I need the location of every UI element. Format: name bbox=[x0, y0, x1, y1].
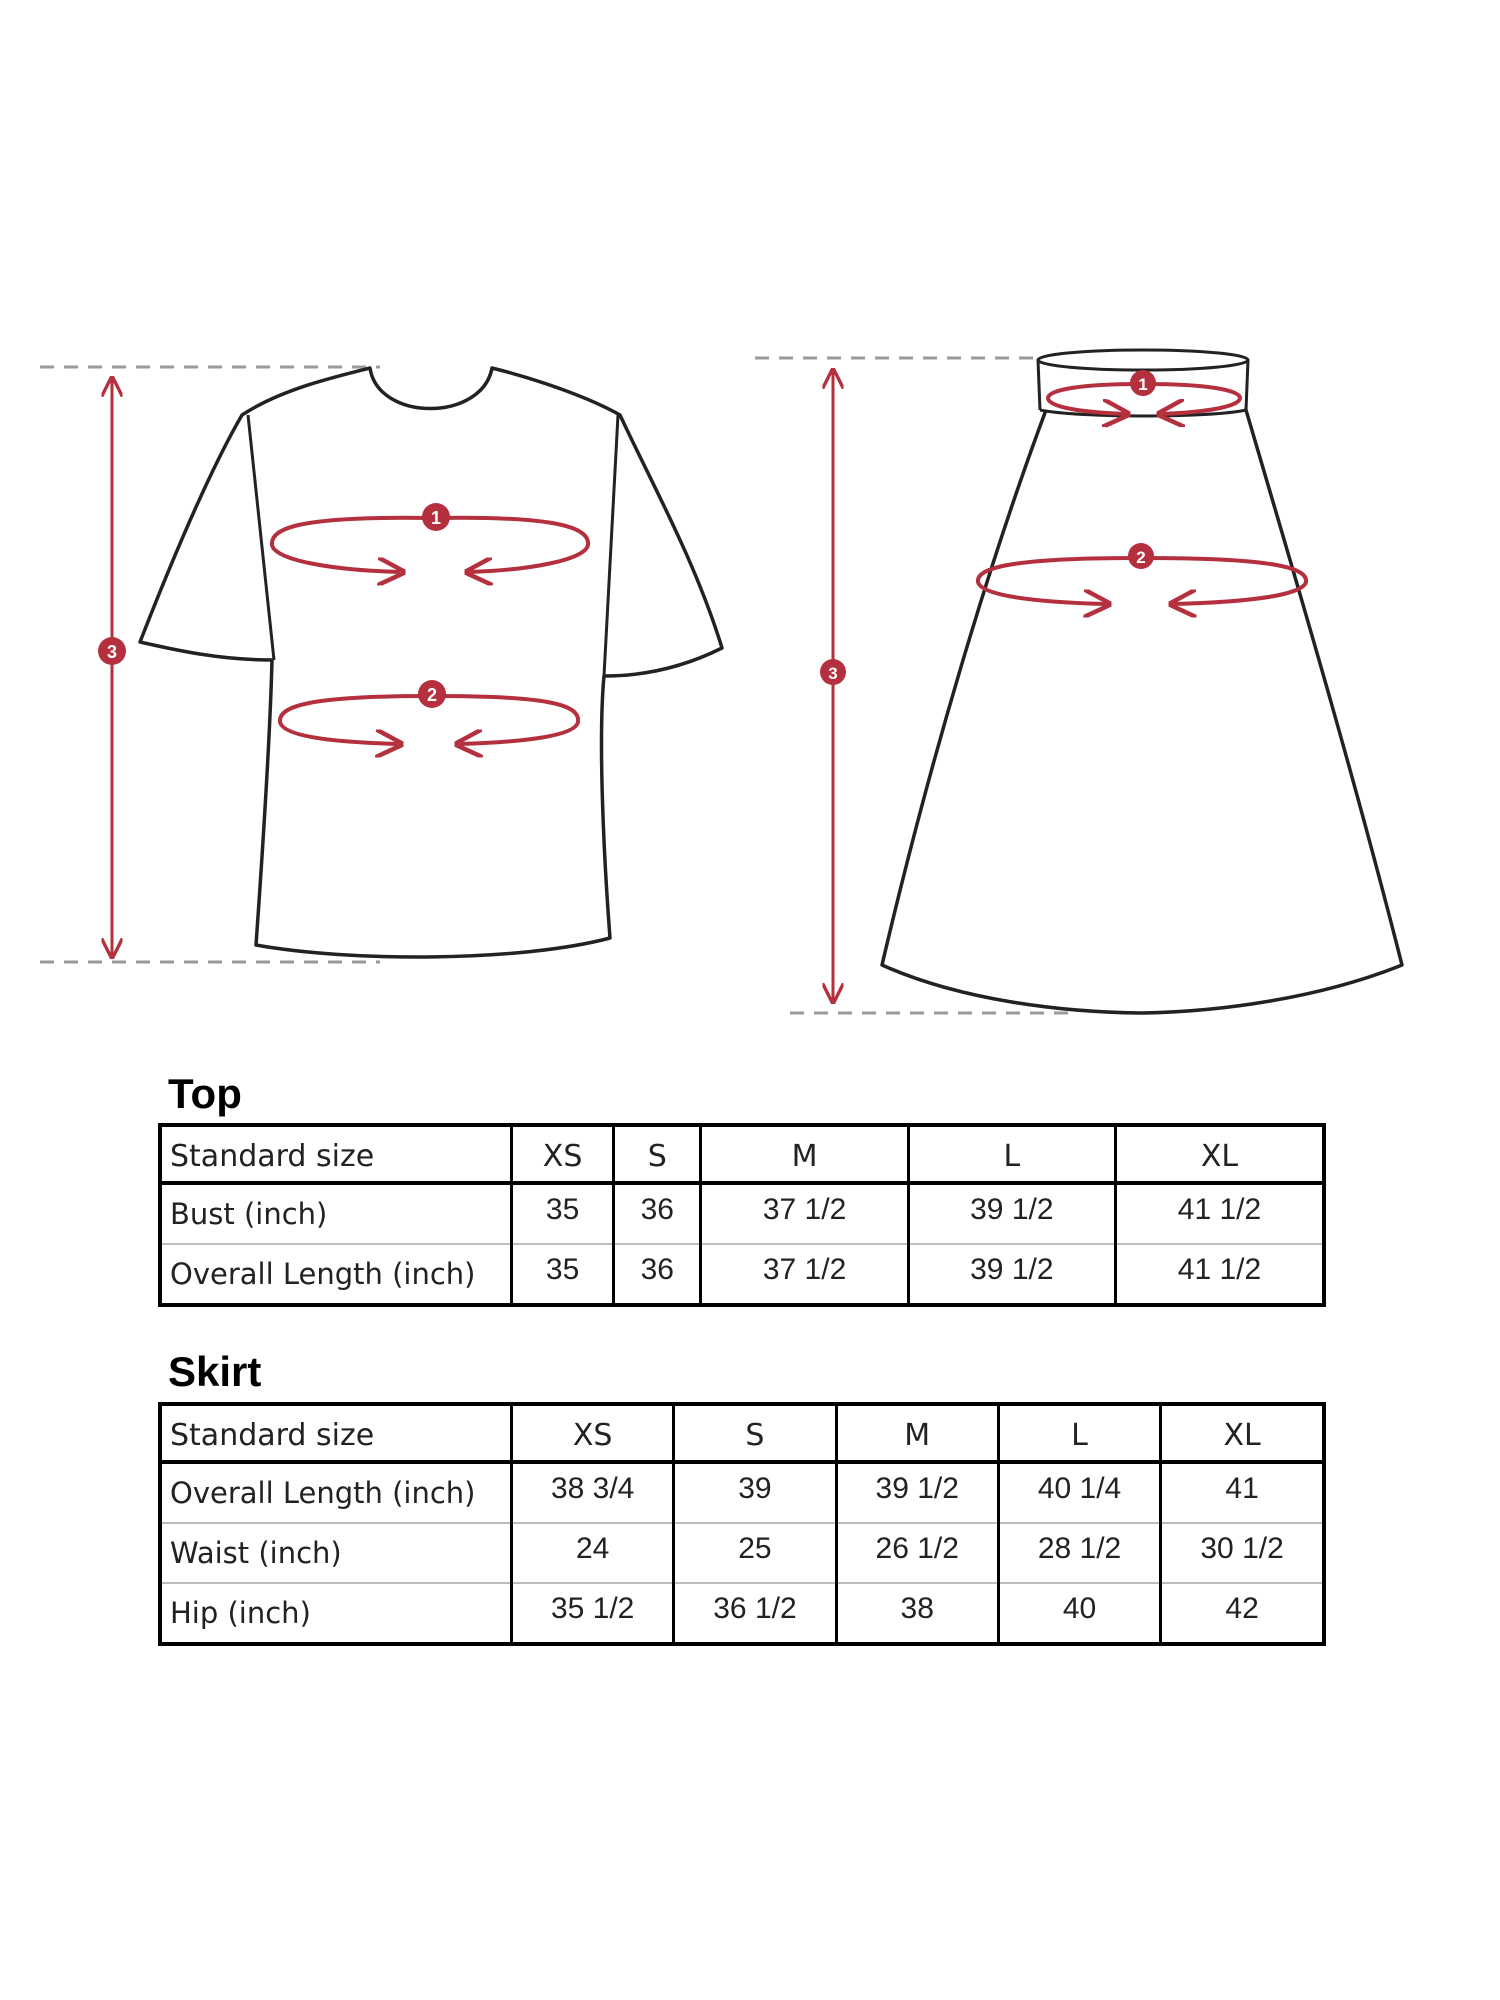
header-cell: XL bbox=[1161, 1404, 1324, 1462]
table-cell: 38 3/4 bbox=[512, 1462, 674, 1523]
table-cell: 26 1/2 bbox=[836, 1523, 998, 1583]
skirt-length-marker-label: 3 bbox=[828, 664, 838, 683]
table-cell: 40 bbox=[998, 1583, 1160, 1644]
header-cell: M bbox=[836, 1404, 998, 1462]
table-cell: 41 bbox=[1161, 1462, 1324, 1523]
table-cell: 41 1/2 bbox=[1115, 1244, 1324, 1305]
header-cell: XL bbox=[1115, 1125, 1324, 1183]
table-cell: 39 1/2 bbox=[908, 1244, 1115, 1305]
row-label: Waist (inch) bbox=[160, 1523, 512, 1583]
table-cell: 38 bbox=[836, 1583, 998, 1644]
table-cell: 36 bbox=[614, 1183, 701, 1244]
header-cell: XS bbox=[512, 1404, 674, 1462]
table-cell: 36 1/2 bbox=[674, 1583, 836, 1644]
table-cell: 37 1/2 bbox=[701, 1183, 908, 1244]
table-cell: 25 bbox=[674, 1523, 836, 1583]
bust-marker-label: 1 bbox=[430, 508, 442, 528]
table-cell: 40 1/4 bbox=[998, 1462, 1160, 1523]
top-size-table bbox=[158, 1123, 1326, 1307]
waist-marker-label: 2 bbox=[426, 685, 438, 705]
row-label: Bust (inch) bbox=[170, 1197, 328, 1231]
header-cell: S bbox=[614, 1125, 701, 1183]
header-cell: L bbox=[998, 1404, 1160, 1462]
table-row bbox=[160, 1244, 1324, 1305]
row-label: Overall Length (inch) bbox=[160, 1244, 512, 1305]
table-header-row bbox=[160, 1404, 1324, 1462]
table-cell: 35 1/2 bbox=[512, 1583, 674, 1644]
table-cell: 35 bbox=[512, 1183, 614, 1244]
header-cell: Standard size bbox=[160, 1125, 512, 1183]
skirt-section-title: Skirt bbox=[168, 1348, 262, 1395]
header-cell: L bbox=[908, 1125, 1115, 1183]
skirt-waist-measure bbox=[1048, 370, 1240, 414]
table-cell: 24 bbox=[512, 1523, 674, 1583]
table-cell: 30 1/2 bbox=[1161, 1523, 1324, 1583]
header-cell: M bbox=[701, 1125, 908, 1183]
tshirt-illustration bbox=[40, 367, 722, 962]
table-cell: 41 1/2 bbox=[1115, 1183, 1324, 1244]
skirt-hip-marker-label: 2 bbox=[1136, 548, 1146, 567]
table-row bbox=[160, 1523, 1324, 1583]
table-cell: 35 bbox=[512, 1244, 614, 1305]
skirt-waist-marker-label: 1 bbox=[1138, 375, 1148, 394]
table-header-row bbox=[160, 1125, 1324, 1183]
top-length-measure bbox=[98, 380, 126, 955]
table-cell: 37 1/2 bbox=[701, 1244, 908, 1305]
length-marker-label: 3 bbox=[106, 642, 118, 662]
table-cell: 36 bbox=[614, 1244, 701, 1305]
table-cell: 28 1/2 bbox=[998, 1523, 1160, 1583]
table-row bbox=[160, 1183, 1324, 1244]
table-row bbox=[160, 1462, 1324, 1523]
row-label: Hip (inch) bbox=[160, 1583, 512, 1644]
header-cell: Standard size bbox=[160, 1404, 512, 1462]
row-label: Overall Length (inch) bbox=[170, 1476, 476, 1510]
top-section-title: Top bbox=[168, 1070, 242, 1117]
skirt-illustration bbox=[755, 350, 1402, 1013]
skirt-length-measure bbox=[820, 372, 846, 1000]
skirt-size-table bbox=[158, 1402, 1326, 1646]
table-cell: 39 bbox=[674, 1462, 836, 1523]
table-row bbox=[160, 1583, 1324, 1644]
table-cell: 39 1/2 bbox=[908, 1183, 1115, 1244]
header-cell: XS bbox=[512, 1125, 614, 1183]
header-cell: S bbox=[674, 1404, 836, 1462]
table-cell: 42 bbox=[1161, 1583, 1324, 1644]
table-cell: 39 1/2 bbox=[836, 1462, 998, 1523]
